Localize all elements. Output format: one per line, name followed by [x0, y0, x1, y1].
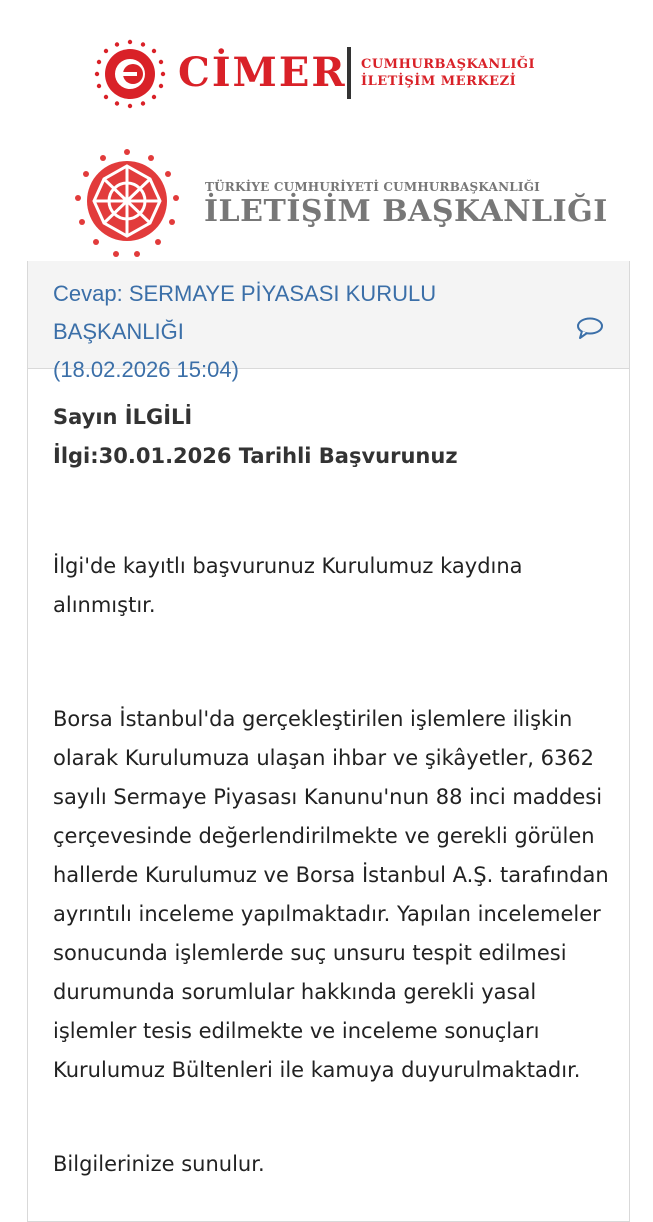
- cimer-subtitle-line2: İLETİŞİM MERKEZİ: [361, 74, 517, 89]
- letter-closing: Bilgilerinize sunulur.: [53, 1152, 265, 1176]
- letter-reference: İlgi:30.01.2026 Tarihli Başvurunuz: [53, 444, 458, 468]
- cimer-subtitle-line1: CUMHURBAŞKANLIĞI: [361, 57, 536, 72]
- letter-salutation: Sayın İLGİLİ: [53, 405, 193, 429]
- letter-paragraph-1: İlgi'de kayıtlı başvurunuz Kurulumuz kaydına alınmıştır.: [53, 554, 523, 617]
- cimer-subtitle: [361, 56, 535, 90]
- cimer-logo-text: CİMER: [178, 49, 347, 96]
- reply-card: [27, 261, 630, 1222]
- reply-title-block: [53, 275, 553, 389]
- iletisim-main-line: İLETİŞİM BAŞKANLIĞI: [204, 194, 608, 229]
- logo-divider: [347, 47, 351, 99]
- iletisim-header: [0, 128, 653, 261]
- reply-header: [28, 261, 629, 382]
- iletisim-top-line: TÜRKİYE CUMHURİYETİ CUMHURBAŞKANLIĞI: [205, 180, 540, 194]
- letter-paragraph-2: Borsa İstanbul'da gerçekleştirilen işlemlere ilişkin olarak Kurulumuza ulaşan ihbar ve şikâyetler, 6362 sayılı Sermaye Piyasası Kanunu'nun 88 inci maddesi çerçevesinde değerlendirilmekte ve gerekli görülen hallerde Kurulumuz ve Borsa İstanbul A.Ş. tarafından ayrıntılı inceleme yapılmaktadır. Yapılan incelemeler sonucunda işlemlerde suç unsuru tespit edilmesi durumunda sorumlular hakkında gerekli yasal işlemler tesis edilmekte ve inceleme sonuçları Kurulumuz Bültenleri ile kamuya duyurulmaktadır.: [53, 707, 609, 1082]
- comment-icon[interactable]: [576, 316, 604, 340]
- reply-date: (18.02.2026 15:04): [53, 357, 239, 382]
- cimer-logo-icon: [93, 37, 167, 111]
- cimer-header: [0, 0, 653, 128]
- letter-greeting: [53, 398, 613, 476]
- reply-title: Cevap: SERMAYE PİYASASI KURULU BAŞKANLIĞI: [53, 281, 437, 344]
- iletisim-emblem-icon: [70, 146, 185, 261]
